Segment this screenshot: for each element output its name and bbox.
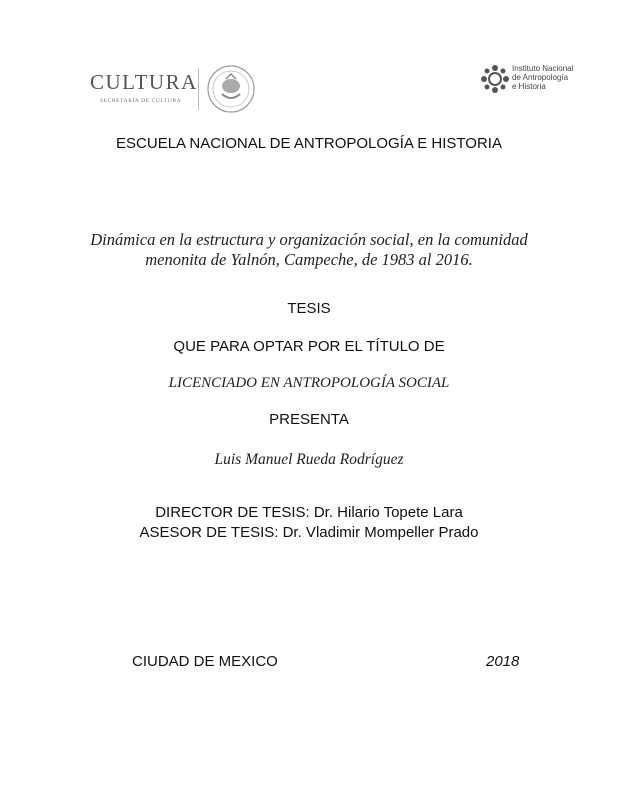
school-name: ESCUELA NACIONAL DE ANTROPOLOGÍA E HISTORIA bbox=[116, 135, 502, 152]
inah-line-3: e Historia bbox=[512, 82, 546, 91]
author-name: Luis Manuel Rueda Rodríguez bbox=[214, 451, 404, 468]
cultura-subtitle: SECRETARÍA DE CULTURA bbox=[100, 98, 182, 104]
degree-intro: QUE PARA OPTAR POR EL TÍTULO DE bbox=[173, 338, 445, 355]
director-line: DIRECTOR DE TESIS: Dr. Hilario Topete Lara bbox=[155, 504, 463, 521]
inah-logo bbox=[478, 62, 588, 98]
thesis-title bbox=[0, 230, 618, 270]
cultura-wordmark: CULTURA bbox=[90, 70, 198, 94]
logo-divider bbox=[198, 68, 199, 110]
asesor-line: ASESOR DE TESIS: Dr. Vladimir Mompeller Prado bbox=[139, 524, 479, 541]
thesis-title-line-2: menonita de Yalnón, Campeche, de 1983 al 2016. bbox=[145, 250, 473, 269]
city-label: CIUDAD DE MEXICO bbox=[132, 653, 278, 670]
inah-line-1: Instituto Nacional bbox=[512, 64, 574, 73]
inah-emblem-icon bbox=[480, 64, 510, 94]
presenta-label: PRESENTA bbox=[269, 411, 349, 428]
tesis-label: TESIS bbox=[287, 300, 331, 317]
thesis-title-line-1: Dinámica en la estructura y organización social, en la comunidad bbox=[90, 230, 528, 249]
mexico-seal-icon bbox=[206, 64, 256, 114]
year-label: 2018 bbox=[486, 653, 520, 670]
cultura-logo bbox=[86, 64, 266, 114]
inah-line-2: de Antropología bbox=[512, 73, 569, 82]
inah-name bbox=[512, 64, 573, 91]
degree-name: LICENCIADO EN ANTROPOLOGÍA SOCIAL bbox=[168, 375, 450, 391]
